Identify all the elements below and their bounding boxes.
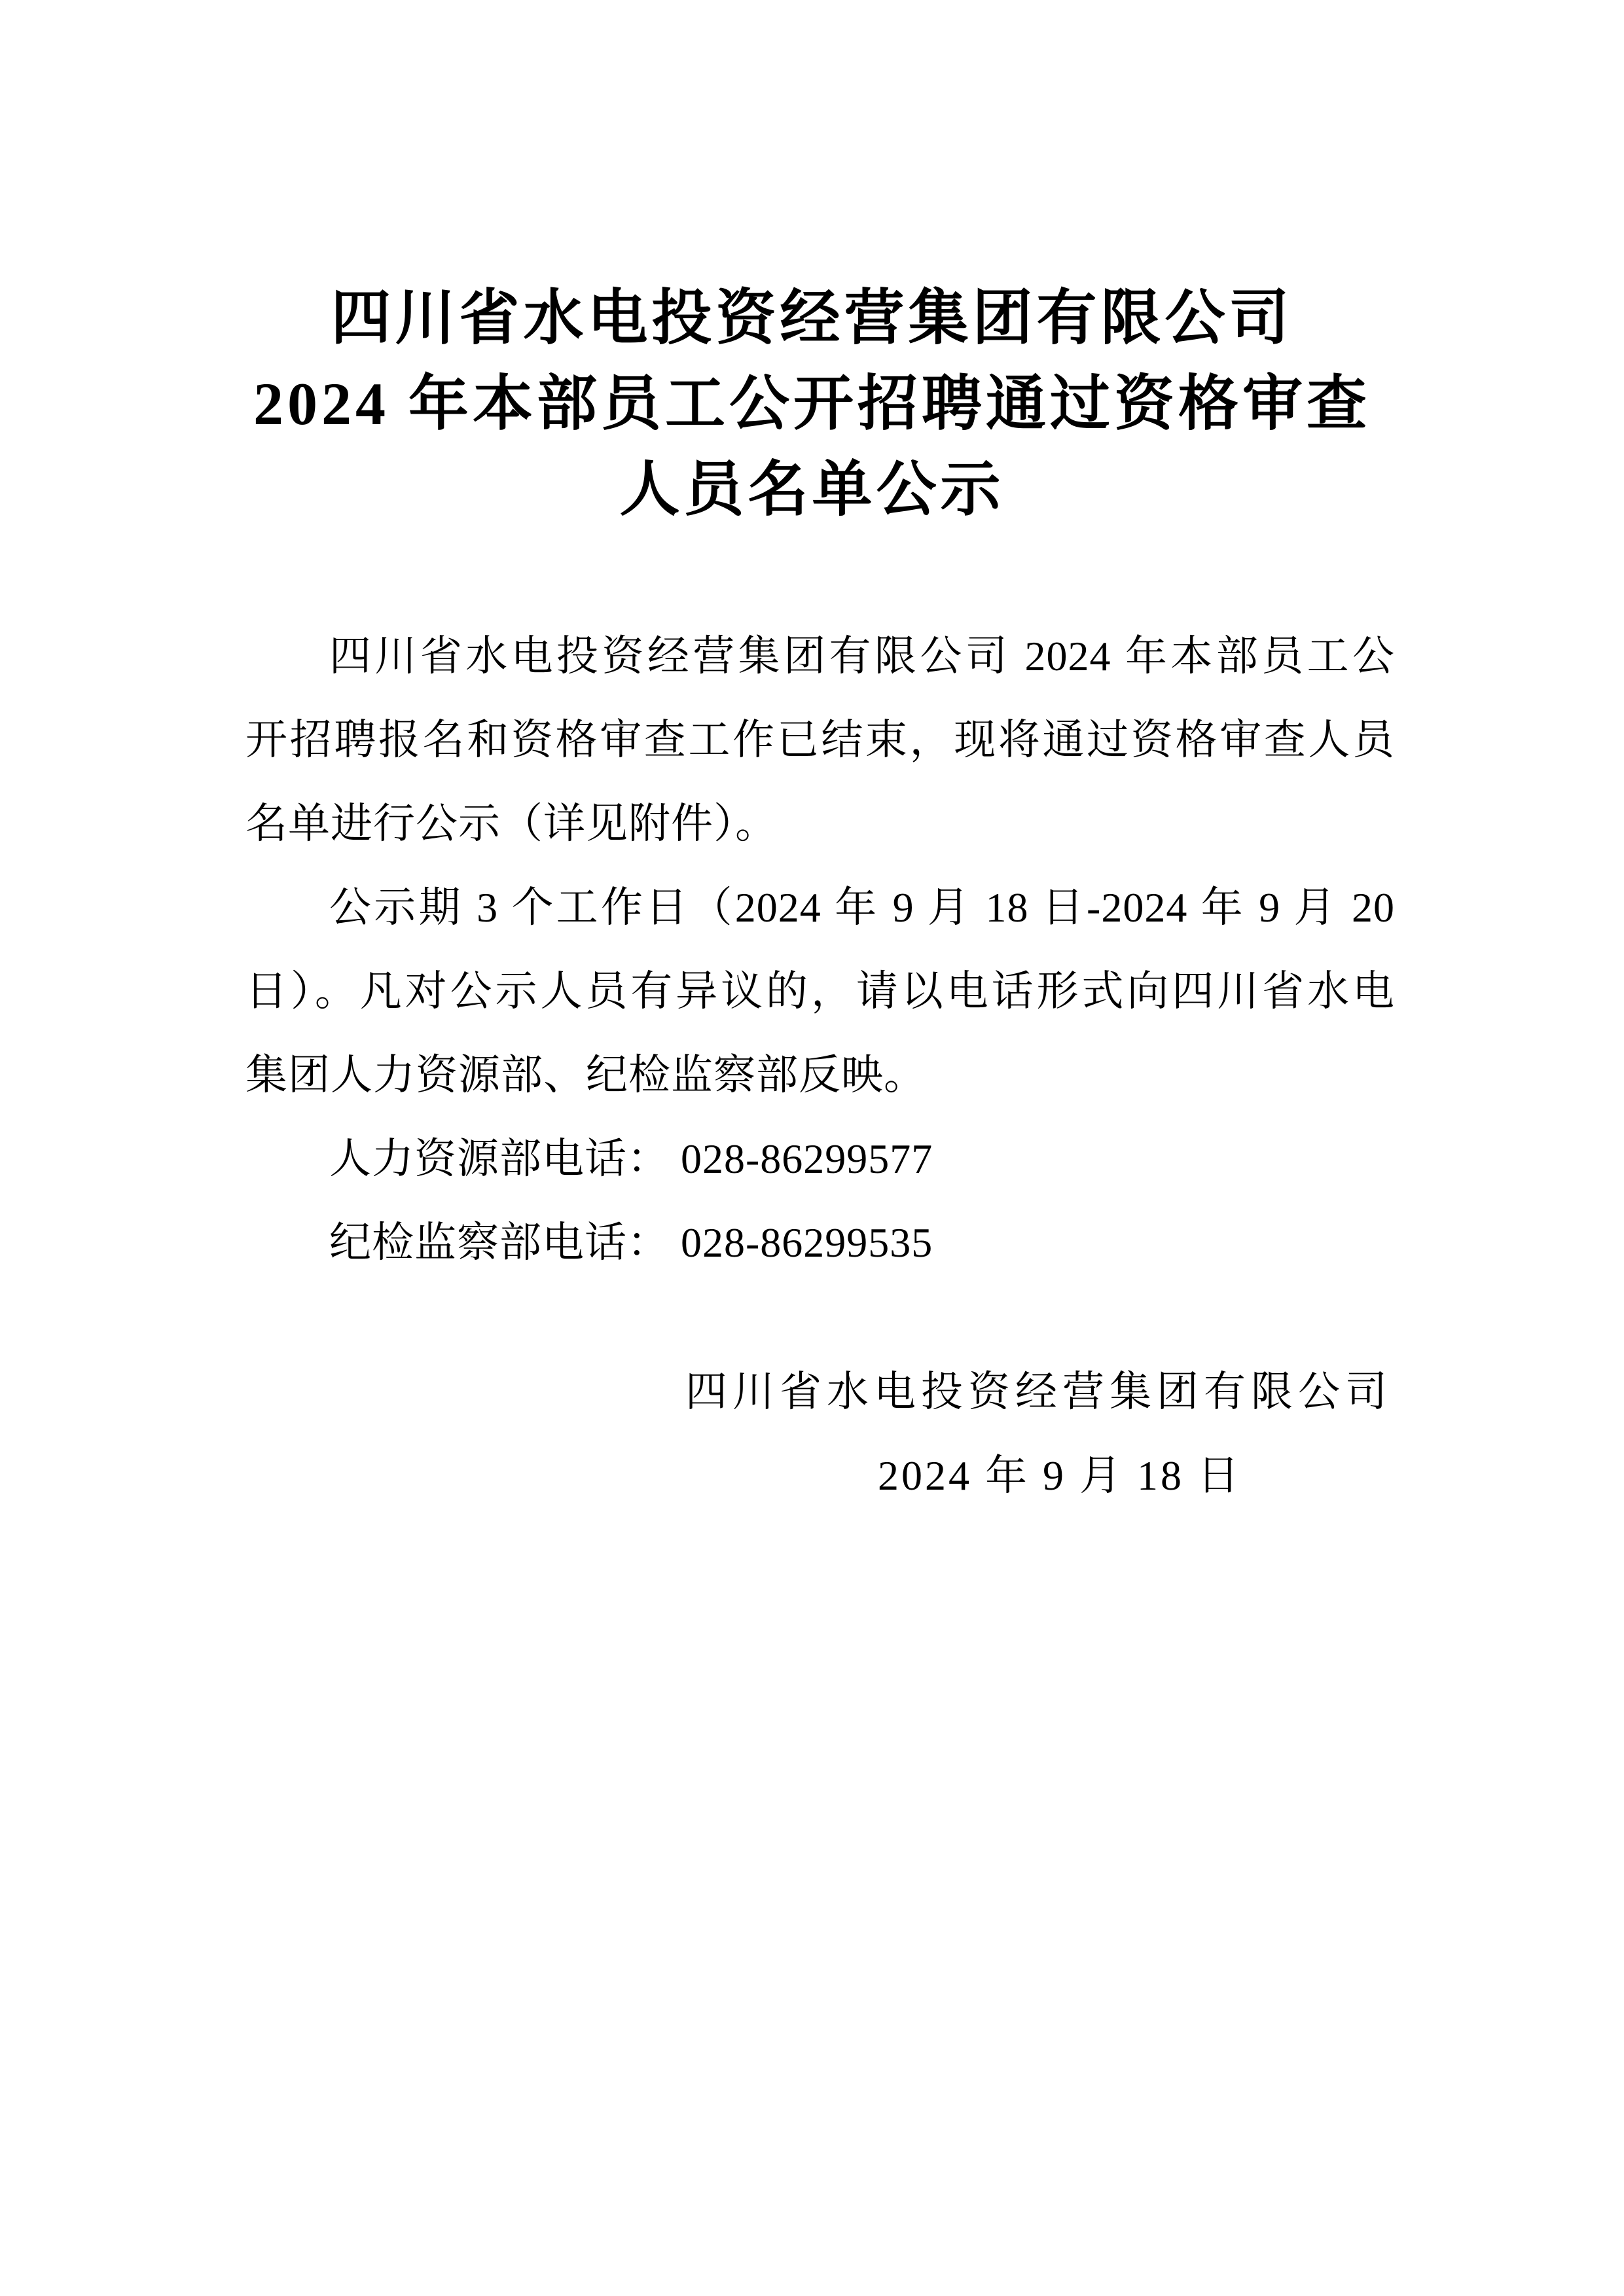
document-title bbox=[0, 0, 1624, 533]
signature-block bbox=[0, 1350, 1624, 1518]
paragraph-1-line-1: 四川省水电投资经营集团有限公司 2024 年本部员工公 bbox=[329, 633, 1395, 679]
title-line-1: 四川省水电投资经营集团有限公司 bbox=[331, 285, 1293, 351]
paragraph-1-line-2: 开招聘报名和资格审查工作已结束，现将通过资格审查人员 bbox=[245, 717, 1395, 763]
hr-phone-line: 人力资源部电话： 028-86299577 bbox=[329, 1136, 933, 1182]
paragraph-2-line-3: 集团人力资源部、纪检监察部反映。 bbox=[245, 1052, 926, 1098]
discipline-phone-line: 纪检监察部电话： 028-86299535 bbox=[329, 1219, 933, 1266]
paragraph-1-line-3: 名单进行公示（详见附件）。 bbox=[245, 800, 778, 847]
signature-date: 2024 年 9 月 18 日 bbox=[878, 1452, 1242, 1499]
paragraph-2-line-1: 公示期 3 个工作日（2024 年 9 月 18 日-2024 年 9 月 20 bbox=[329, 884, 1395, 931]
paragraph-2-line-2: 日）。凡对公示人员有异议的，请以电话形式向四川省水电 bbox=[245, 968, 1395, 1014]
title-line-2: 2024 年本部员工公开招聘通过资格审查 bbox=[253, 370, 1371, 437]
document-body bbox=[0, 615, 1624, 1285]
signature-company: 四川省水电投资经营集团有限公司 bbox=[685, 1369, 1392, 1415]
title-line-3: 人员名单公示 bbox=[619, 456, 1005, 523]
